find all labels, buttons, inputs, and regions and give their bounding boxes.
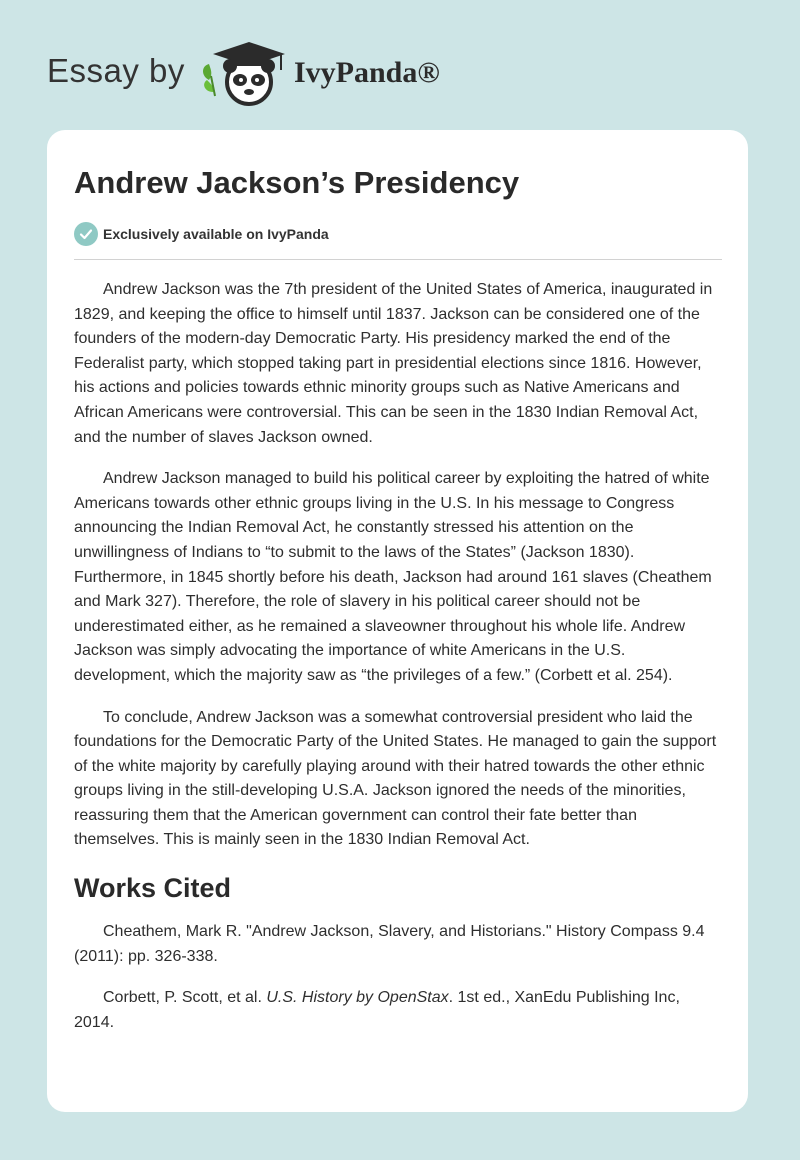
paragraph: Andrew Jackson was the 7th president of the United States of America, inaugurated in 1829, and keeping the office to himself until 1837. Jackson can be considered one of the founders of the modern-day Democratic Party. His presidency marked the end of the Federalist party, which stopped taking part in presidential elections since 1816. However, his actions and policies towards ethnic minority groups such as Native Americans and African Americans were controversial. This can be seen in the 1830 Indian Removal Act, and the number of slaves Jackson owned. [74, 281, 713, 446]
citation-book-title: U.S. History by OpenStax [266, 989, 449, 1007]
paragraph: To conclude, Andrew Jackson was a somewhat controversial president who laid the foundations for the Democratic Party of the United States. He managed to gain the support of the white majority by carefully playing around with their hatred towards the other ethnic groups living in the still-developing U.S.A. Jackson ignored the needs of the minorities, reassuring them that the American government can control their fate better than themselves. This is mainly seen in the 1830 Indian Removal Act. [74, 708, 717, 849]
essay-body [74, 278, 722, 1035]
citation-text: Corbett, P. Scott, et al. [103, 989, 267, 1007]
check-icon [74, 222, 98, 246]
citation-text: . 1st ed., XanEdu Publishing Inc, 2014. [74, 989, 680, 1031]
exclusive-badge [74, 220, 722, 248]
citation [74, 986, 722, 1035]
essay-by-label: Essay by [47, 52, 185, 89]
paragraph: Andrew Jackson managed to build his political career by exploiting the hatred of white Americans towards other ethnic groups living in the U.S. In his message to Congress announcing the Indian Removal Act, he constantly stressed his attention on the unwillingness of Indians to “to submit to the laws of the States” (Jackson 1830). Furthermore, in 1845 shortly before his death, Jackson had around 161 slaves (Cheathem and Mark 327). Therefore, the role of slavery in his political career should not be underestimated either, as he remained a slaveowner throughout his whole life. Andrew Jackson was simply advocating the importance of white Americans in the U.S. development, which the majority saw as “the privileges of a few.” (Corbett et al. 254). [74, 470, 712, 684]
ivypanda-logo-icon[interactable] [197, 36, 289, 108]
divider [74, 259, 722, 260]
page-title: Andrew Jackson’s Presidency [74, 165, 520, 200]
site-header [47, 36, 467, 106]
badge-label: Exclusively available on IvyPanda [103, 226, 329, 242]
citation: Cheathem, Mark R. "Andrew Jackson, Slavery, and Historians." History Compass 9.4 (2011): pp. 326-338. [74, 923, 705, 965]
essay-card [47, 130, 748, 1112]
essay-content [74, 158, 722, 1052]
brand-name[interactable]: IvyPanda® [294, 56, 440, 89]
works-cited-heading: Works Cited [74, 873, 232, 904]
